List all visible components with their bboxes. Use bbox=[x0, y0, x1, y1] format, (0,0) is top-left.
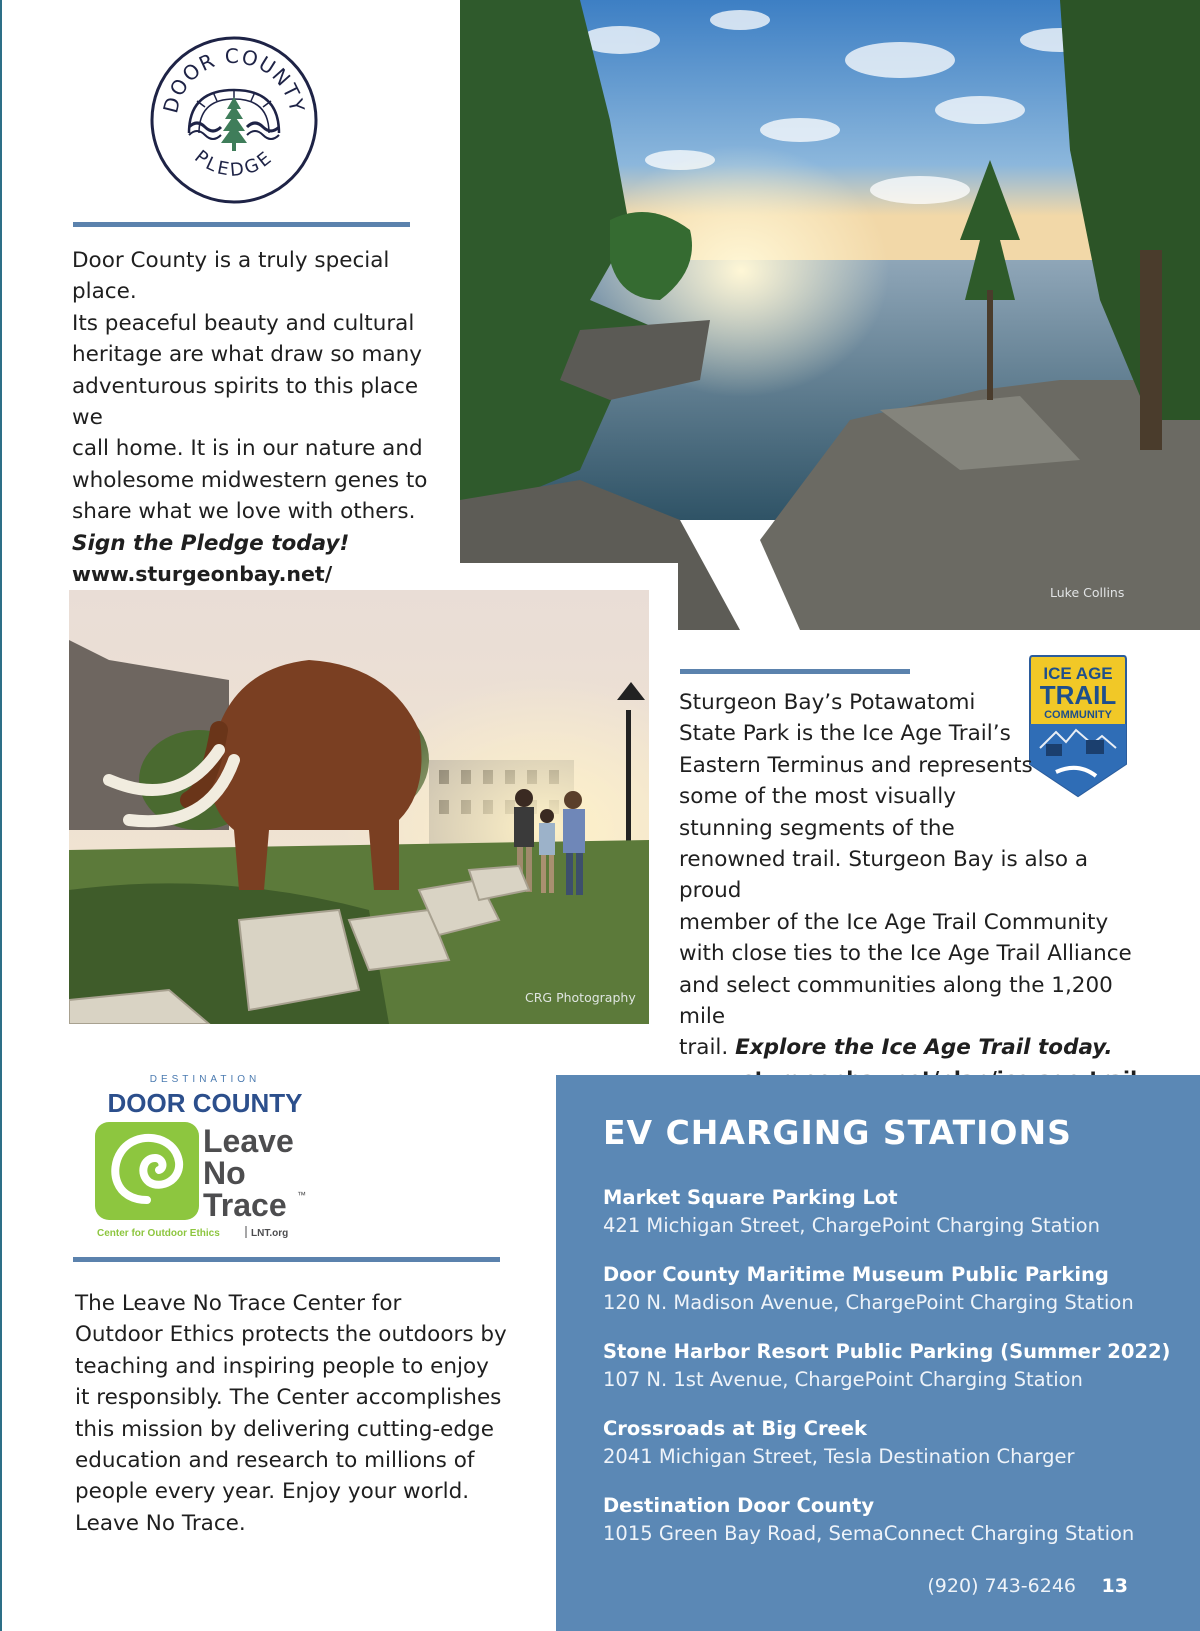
ice-logo-line3: COMMUNITY bbox=[1044, 709, 1112, 721]
pledge-line: Door County is a truly special place. bbox=[72, 248, 390, 305]
ice-age-line: stunning segments of the bbox=[679, 815, 955, 841]
mammoth-statue-photo bbox=[69, 590, 649, 1024]
page-edge-accent bbox=[0, 0, 2, 1631]
ev-station-address: 120 N. Madison Avenue, ChargePoint Charging Station bbox=[603, 1291, 1134, 1314]
phone-number[interactable]: (920) 743-6246 bbox=[927, 1575, 1076, 1597]
ev-station bbox=[603, 1415, 1075, 1471]
ev-title: EV CHARGING STATIONS bbox=[603, 1113, 1072, 1152]
mammoth-photo-credit: CRG Photography bbox=[525, 990, 636, 1005]
pledge-rule bbox=[73, 222, 410, 227]
pledge-line: call home. It is in our nature and bbox=[72, 436, 423, 462]
ev-station-address: 1015 Green Bay Road, SemaConnect Charging Station bbox=[603, 1522, 1135, 1545]
lnt-line: Leave No Trace. bbox=[75, 1510, 246, 1536]
ice-age-line: some of the most visually bbox=[679, 784, 956, 810]
ev-station bbox=[603, 1261, 1134, 1317]
coast-sunset-photo bbox=[460, 0, 1200, 630]
door-county-pledge-logo bbox=[149, 35, 319, 205]
ev-station-address: 107 N. 1st Avenue, ChargePoint Charging Station bbox=[603, 1368, 1083, 1391]
ev-station-name: Door County Maritime Museum Public Parking bbox=[603, 1263, 1109, 1286]
lnt-line: education and research to millions of bbox=[75, 1448, 475, 1474]
pledge-text-block bbox=[72, 245, 452, 622]
ice-age-line-start: trail. bbox=[679, 1035, 736, 1061]
lnt-logo-footer-left: Center for Outdoor Ethics bbox=[97, 1228, 220, 1239]
page-number: 13 bbox=[1101, 1575, 1128, 1597]
lnt-logo-brand: DOOR COUNTY bbox=[107, 1088, 303, 1118]
lnt-logo-trace: Trace bbox=[203, 1187, 287, 1223]
lnt-line: it responsibly. The Center accomplishes bbox=[75, 1385, 502, 1411]
lnt-logo-destination: DESTINATION bbox=[149, 1074, 261, 1085]
pledge-url-line-1[interactable]: www.sturgeonbay.net/ bbox=[72, 562, 333, 587]
ev-station-name: Destination Door County bbox=[603, 1494, 875, 1517]
ice-age-line: State Park is the Ice Age Trail’s bbox=[679, 721, 1011, 747]
ev-station-address: 421 Michigan Street, ChargePoint Charging Station bbox=[603, 1214, 1100, 1237]
ice-age-line: with close ties to the Ice Age Trail Alliance bbox=[679, 941, 1132, 967]
ice-age-cta: Explore the Ice Age Trail today. bbox=[735, 1035, 1113, 1061]
pledge-line: adventurous spirits to this place we bbox=[72, 373, 419, 431]
pledge-cta: Sign the Pledge today! bbox=[72, 530, 350, 556]
ice-logo-line1: ICE AGE bbox=[1043, 664, 1113, 683]
lnt-logo-footer-right: LNT.org bbox=[251, 1228, 289, 1239]
ice-age-rule bbox=[680, 669, 910, 674]
ice-age-line: Sturgeon Bay’s Potawatomi bbox=[679, 690, 976, 715]
pledge-line: share what we love with others. bbox=[72, 499, 416, 525]
ev-station bbox=[603, 1338, 1170, 1394]
lnt-text-block bbox=[75, 1288, 525, 1539]
pledge-line: heritage are what draw so many bbox=[72, 342, 422, 368]
pledge-line: wholesome midwestern genes to bbox=[72, 467, 428, 493]
lnt-line: Outdoor Ethics protects the outdoors by bbox=[75, 1322, 507, 1348]
leave-no-trace-logo bbox=[95, 1070, 315, 1240]
pledge-line: Its peaceful beauty and cultural bbox=[72, 310, 415, 336]
ev-station bbox=[603, 1492, 1134, 1548]
lnt-logo-no: No bbox=[203, 1155, 246, 1191]
ev-station-address: 2041 Michigan Street, Tesla Destination Charger bbox=[603, 1445, 1075, 1468]
ice-age-text-block bbox=[679, 687, 1149, 1095]
coast-photo-credit: Luke Collins bbox=[1050, 585, 1125, 600]
ev-station bbox=[603, 1184, 1100, 1240]
lnt-logo-leave: Leave bbox=[203, 1123, 294, 1159]
ev-charging-panel bbox=[556, 1075, 1200, 1631]
pledge-logo-top-text: DOOR COUNTY bbox=[158, 43, 310, 116]
lnt-logo-tm: ™ bbox=[297, 1190, 306, 1200]
ice-age-last-line bbox=[679, 1032, 1149, 1063]
lnt-rule bbox=[73, 1257, 500, 1262]
ev-station-name: Market Square Parking Lot bbox=[603, 1186, 898, 1209]
ev-station-name: Stone Harbor Resort Public Parking (Summer 2022) bbox=[603, 1340, 1171, 1363]
ice-age-line: member of the Ice Age Trail Community bbox=[679, 909, 1109, 935]
pledge-logo-bottom-text: PLEDGE bbox=[190, 146, 278, 181]
lnt-line: people every year. Enjoy your world. bbox=[75, 1479, 470, 1505]
ice-logo-line2: TRAIL bbox=[1039, 680, 1117, 710]
lnt-line: The Leave No Trace Center for bbox=[75, 1291, 402, 1316]
lnt-line: teaching and inspiring people to enjoy bbox=[75, 1353, 489, 1379]
ice-age-line: Eastern Terminus and represents bbox=[679, 752, 1033, 778]
ev-station-name: Crossroads at Big Creek bbox=[603, 1417, 867, 1440]
ice-age-line: renowned trail. Sturgeon Bay is also a proud bbox=[679, 847, 1089, 904]
ice-age-line: and select communities along the 1,200 mile bbox=[679, 972, 1113, 1030]
lnt-line: this mission by delivering cutting-edge bbox=[75, 1416, 494, 1442]
